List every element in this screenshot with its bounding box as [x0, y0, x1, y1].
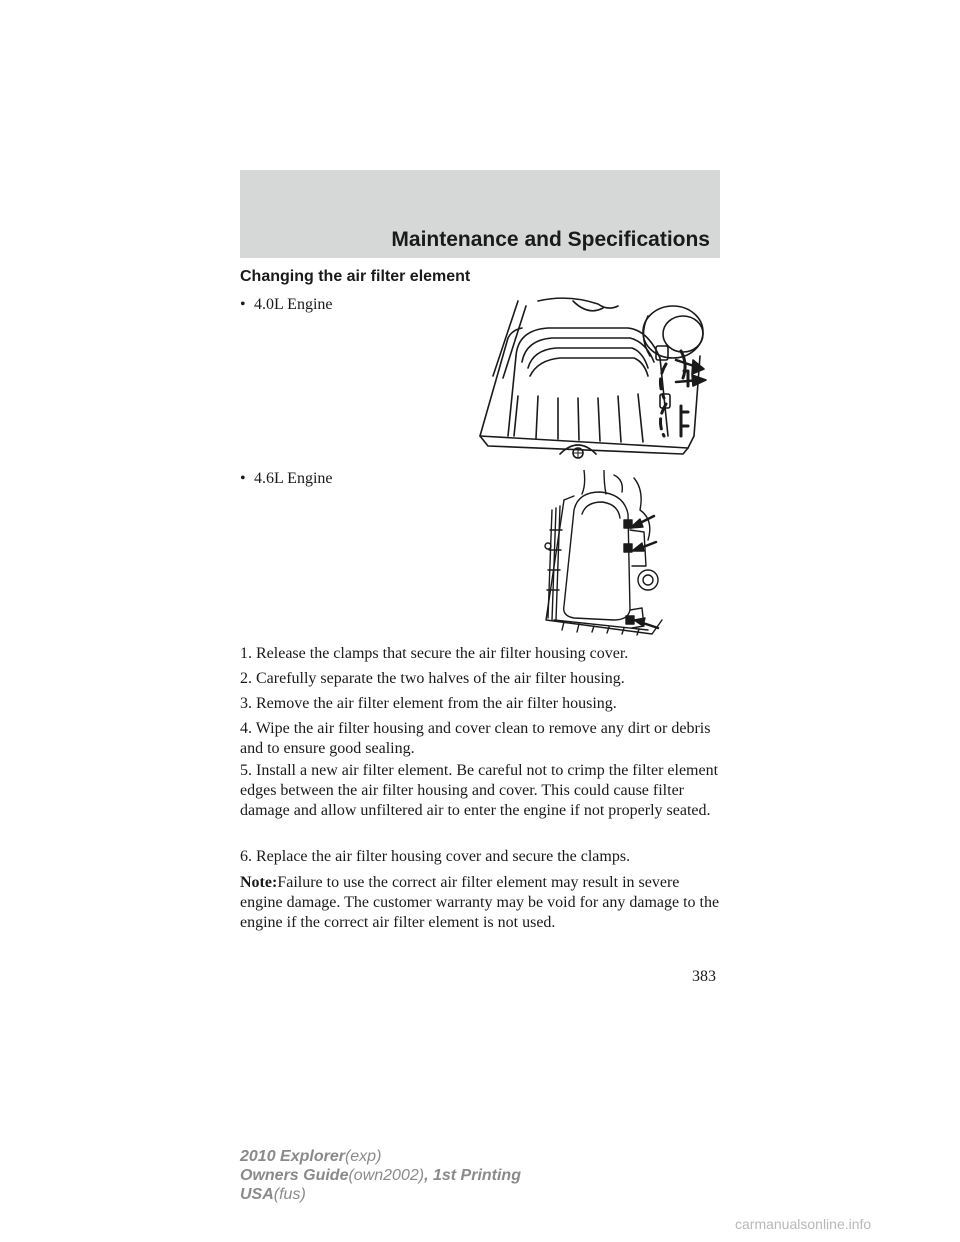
step-3: 3. Remove the air filter element from the air filter housing. — [240, 695, 617, 712]
footer-model-code: (exp) — [344, 1148, 382, 1165]
footer-model: 2010 Explorer — [240, 1148, 345, 1165]
footer-printing: , 1st Printing — [424, 1167, 521, 1184]
air-filter-housing-4-0l-illustration — [478, 296, 722, 462]
section-heading: Changing the air filter element — [240, 268, 471, 285]
note-text: Failure to use the correct air filter element may result in severe engine damage. The customer warranty may be void for any damage to the engine if the correct air filter element is not used. — [240, 874, 720, 931]
footer-guide-code: (own2002) — [348, 1167, 425, 1184]
footer-line-1 — [240, 1147, 521, 1166]
footer-market: USA — [240, 1186, 274, 1203]
footer-line-3 — [240, 1185, 521, 1204]
bullet-dot: • — [240, 470, 246, 487]
step-4: 4. Wipe the air filter housing and cover clean to remove any dirt or debris and to ensure good sealing. — [240, 720, 711, 757]
section-header-title: Maintenance and Specifications — [391, 228, 710, 251]
footer-line-2 — [240, 1166, 521, 1185]
bullet-4-0l-engine — [240, 296, 333, 314]
air-filter-housing-4-6l-illustration — [544, 470, 666, 636]
footer-print-info — [240, 1147, 521, 1204]
bullet-label: 4.0L Engine — [254, 296, 333, 313]
step-2: 2. Carefully separate the two halves of the air filter housing. — [240, 670, 625, 687]
watermark: carmanualsonline.info — [735, 1216, 872, 1232]
bullet-dot: • — [240, 296, 246, 313]
step-5: 5. Install a new air filter element. Be careful not to crimp the filter element edges between the air filter housing and cover. This could cause filter damage and allow unfiltered air to enter the engine if not properly seated. — [240, 762, 719, 819]
step-6: 6. Replace the air filter housing cover and secure the clamps. — [240, 848, 631, 865]
section-header-band — [240, 170, 720, 258]
page-number: 383 — [692, 968, 716, 985]
step-1: 1. Release the clamps that secure the air filter housing cover. — [240, 645, 629, 662]
footer-guide: Owners Guide — [240, 1167, 349, 1184]
note-paragraph — [240, 873, 724, 933]
footer-market-code: (fus) — [273, 1186, 306, 1203]
bullet-4-6l-engine — [240, 470, 333, 488]
bullet-label: 4.6L Engine — [254, 470, 333, 487]
note-label: Note: — [240, 874, 278, 891]
